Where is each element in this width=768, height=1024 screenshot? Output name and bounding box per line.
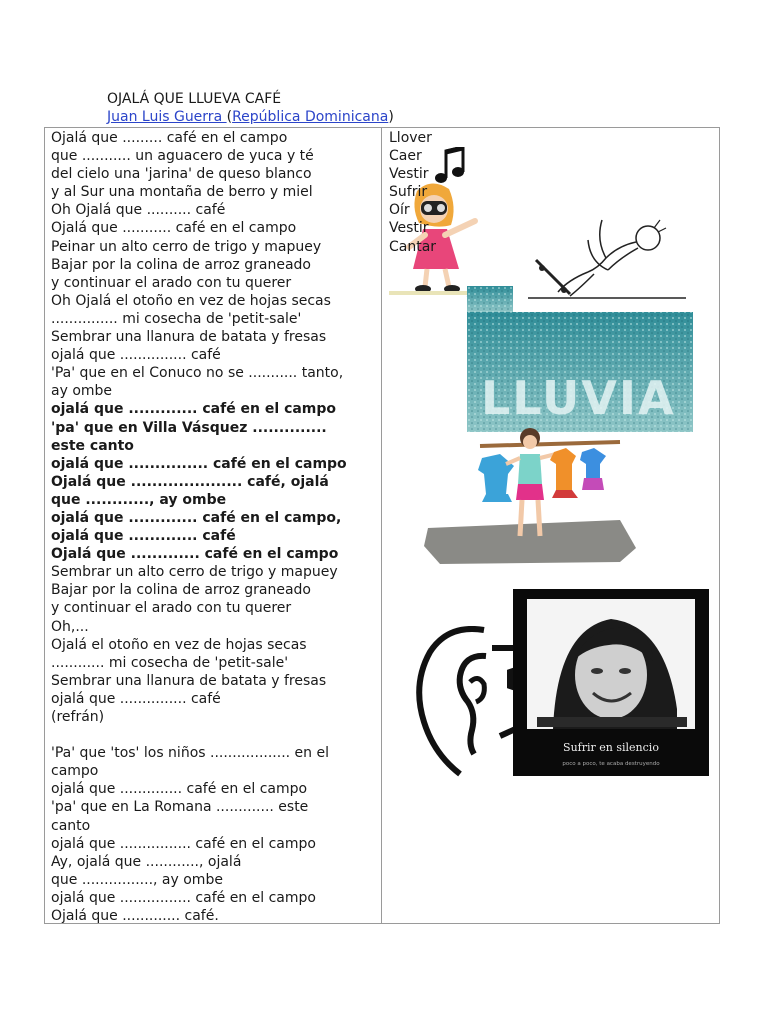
verb-item: Oír bbox=[389, 202, 410, 219]
country-link[interactable]: República Dominicana bbox=[232, 109, 389, 125]
column-divider bbox=[381, 127, 382, 924]
clothesline-image bbox=[420, 424, 640, 566]
lyric-line: Oh Ojalá el otoño en vez de hojas secas bbox=[51, 292, 331, 309]
lyric-line: Ay, ojalá que ............, ojalá bbox=[51, 853, 242, 870]
lyrics-column bbox=[51, 129, 377, 925]
ear-listening-image bbox=[414, 626, 524, 778]
lyric-line: ojalá que ................ café en el campo bbox=[51, 835, 316, 852]
lyric-line: canto bbox=[51, 817, 91, 834]
poster-caption: poco a poco, te acaba destruyendo bbox=[562, 761, 660, 767]
author-link[interactable]: Juan Luis Guerra bbox=[107, 109, 227, 125]
verb-item: Sufrir bbox=[389, 184, 428, 201]
lyric-line: Ojalá el otoño en vez de hojas secas bbox=[51, 636, 307, 653]
lyric-line: Bajar por la colina de arroz graneado bbox=[51, 582, 311, 599]
verb-item: Vestir bbox=[389, 166, 429, 183]
rain-word: LLUVIA bbox=[481, 371, 676, 425]
lyric-line: 'pa' que en Villa Vásquez .............. bbox=[51, 419, 327, 436]
lyric-line: y al Sur una montaña de berro y miel bbox=[51, 184, 313, 201]
paren-close: ) bbox=[388, 109, 394, 125]
lyric-line: Oh,... bbox=[51, 618, 89, 635]
verb-item: Cantar bbox=[389, 238, 437, 255]
shirt-lightblue-icon bbox=[580, 448, 606, 490]
lyric-line: Peinar un alto cerro de trigo y mapuey bbox=[51, 238, 322, 255]
dress-red-icon bbox=[552, 490, 578, 498]
lyric-line: Sembrar una llanura de batata y fresas bbox=[51, 329, 327, 346]
suffering-poster-image bbox=[513, 589, 709, 776]
lyric-line: ojalá que ............... café bbox=[51, 690, 221, 707]
lyric-line: que ........... un aguacero de yuca y té bbox=[51, 148, 314, 165]
lyric-line: ojalá que ............. café en el campo bbox=[51, 401, 337, 418]
lyric-line: ojalá que ............... café bbox=[51, 347, 221, 364]
lyric-line: que ............, ay ombe bbox=[51, 491, 227, 508]
lyric-line: Sembrar un alto cerro de trigo y mapuey bbox=[51, 564, 338, 581]
lyric-line: del cielo una 'jarina' de queso blanco bbox=[51, 166, 312, 183]
lyric-line: ojalá que ............. café en el campo, bbox=[51, 509, 342, 526]
verb-item: Caer bbox=[389, 148, 422, 165]
verb-item: Vestir bbox=[389, 220, 429, 237]
shirt-orange-icon bbox=[550, 448, 576, 490]
lyric-line: ............ mi cosecha de 'petit-sale' bbox=[51, 654, 289, 671]
verb-item: Llover bbox=[389, 130, 432, 146]
rain-image bbox=[467, 286, 693, 432]
lyric-line: campo bbox=[51, 763, 99, 780]
lyric-line: y continuar el arado con tu querer bbox=[51, 274, 292, 291]
lyric-line: ............... mi cosecha de 'petit-sale' bbox=[51, 310, 302, 327]
song-title: OJALÁ QUE LLUEVA CAFÉ bbox=[107, 91, 282, 107]
lyric-line: Bajar por la colina de arroz graneado bbox=[51, 256, 311, 273]
lyric-line: 'pa' que en La Romana ............. este bbox=[51, 799, 309, 816]
lyric-line: que ................, ay ombe bbox=[51, 871, 223, 888]
lyric-line: Ojalá que ........... café en el campo bbox=[51, 220, 297, 237]
lyric-line: 'Pa' que 'tos' los niños .................. en el bbox=[51, 745, 329, 762]
lyric-line: Ojalá que ..................... café, ojalá bbox=[51, 473, 329, 490]
lyric-line: 'Pa' que en el Conuco no se ........... tanto, bbox=[51, 365, 344, 382]
lyric-line: y continuar el arado con tu querer bbox=[51, 600, 292, 617]
lyric-line: Ojalá que ......... café en el campo bbox=[51, 130, 288, 146]
lyric-line: (refrán) bbox=[51, 709, 105, 725]
poster-title: Sufrir en silencio bbox=[563, 741, 659, 754]
music-note-icon bbox=[435, 147, 464, 183]
verb-list bbox=[389, 129, 436, 256]
lyric-line: Sembrar una llanura de batata y fresas bbox=[51, 672, 327, 689]
lyric-line: este canto bbox=[51, 437, 134, 454]
paren-open: ( bbox=[226, 109, 233, 125]
song-credit bbox=[107, 109, 394, 125]
lyric-line: Ojalá que ............. café en el campo bbox=[51, 546, 339, 563]
lyric-line: ojalá que ............... café en el campo bbox=[51, 455, 347, 472]
lyric-line: Oh Ojalá que .......... café bbox=[51, 202, 226, 219]
lyric-line: Ojalá que ............. café. bbox=[51, 908, 219, 925]
lyric-line: ojalá que ................ café en el campo bbox=[51, 889, 316, 906]
lyric-line bbox=[51, 726, 377, 744]
lyric-line: ojalá que .............. café en el campo bbox=[51, 781, 308, 798]
lyric-line: ay ombe bbox=[51, 383, 113, 400]
lyric-line: ojalá que ............. café bbox=[51, 528, 236, 545]
